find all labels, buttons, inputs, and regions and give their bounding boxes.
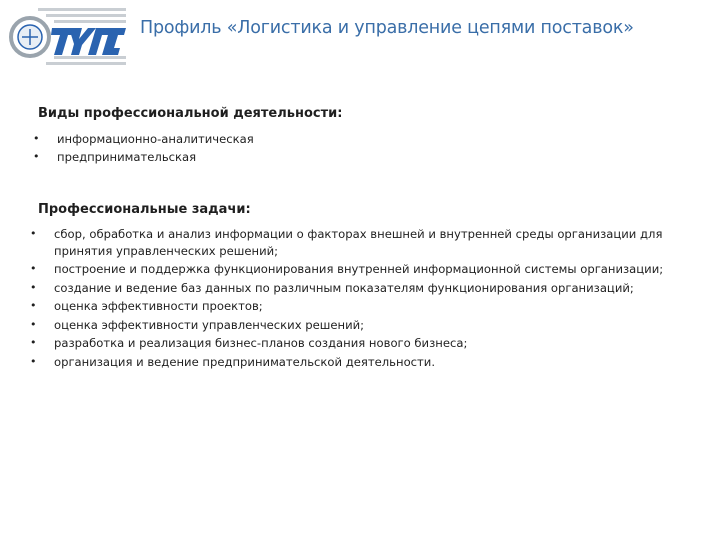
tasks-list — [30, 226, 704, 372]
list-item — [30, 298, 704, 315]
bullet: • — [30, 299, 37, 312]
bullet: • — [33, 150, 40, 163]
list-item-text: организация и ведение предпринимательской деятельности. — [54, 354, 436, 369]
list-item — [30, 335, 704, 352]
slide-title: Профиль «Логистика и управление цепями поставок» — [140, 18, 634, 38]
list-item — [30, 280, 704, 297]
list-item-text: создание и ведение баз данных по различным показателям функционирования организаций; — [54, 280, 634, 295]
activities-heading: Виды профессиональной деятельности: — [38, 106, 343, 121]
list-item-text: разработка и реализация бизнес-планов создания нового бизнеса; — [54, 336, 468, 350]
bullet: • — [30, 227, 37, 240]
bullet: • — [30, 280, 37, 294]
list-item — [30, 317, 704, 334]
tasks-heading: Профессиональные задачи: — [38, 202, 251, 217]
list-item — [30, 261, 704, 278]
list-item-text: построение и поддержка функционирования внутренней информационной системы организации; — [54, 262, 664, 276]
list-item-text: сбор, обработка и анализ информации о факторах внешней и внутренней среды организации для принятия управленческих решений; — [54, 227, 663, 258]
list-item-text: оценка эффективности управленческих решений; — [54, 317, 365, 332]
list-item-text: информационно-аналитическая — [57, 132, 254, 146]
bullet: • — [30, 336, 37, 349]
list-item — [33, 148, 697, 166]
list-item-text: оценка эффективности проектов; — [54, 299, 263, 313]
list-item — [30, 226, 704, 259]
list-item — [33, 130, 697, 148]
list-item — [30, 354, 704, 371]
bullet: • — [33, 132, 40, 145]
bullet: • — [30, 262, 37, 275]
list-item-text: предпринимательская — [57, 150, 197, 164]
activities-list — [33, 130, 697, 166]
bullet: • — [30, 317, 37, 331]
bullet: • — [30, 354, 37, 368]
university-logo — [8, 4, 128, 70]
